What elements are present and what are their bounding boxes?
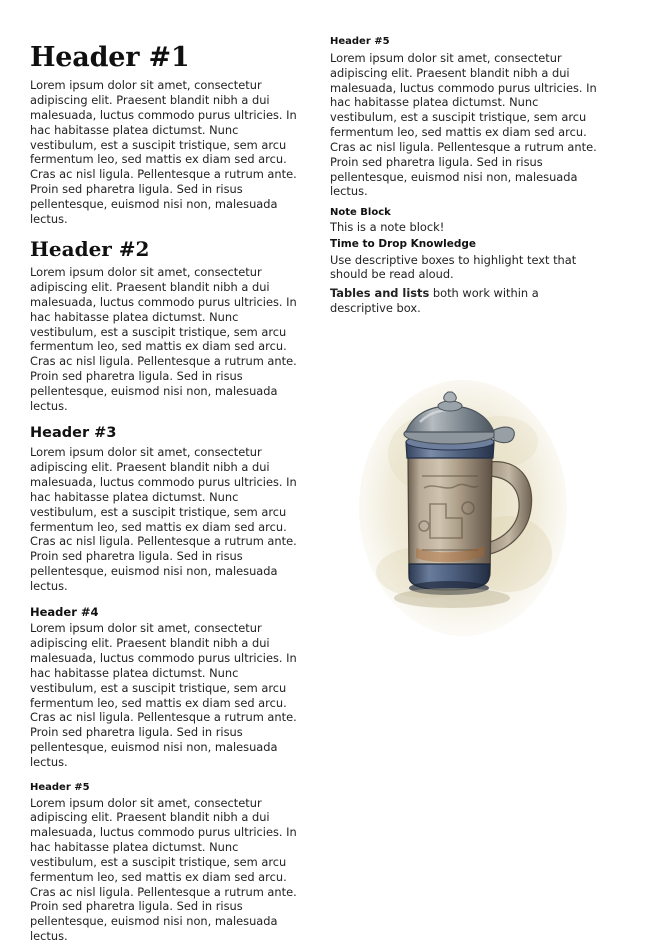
- section-right-header-5: [330, 36, 602, 199]
- body-text-1: Lorem ipsum dolor sit amet, consectetur adipiscing elit. Praesent blandit nibh a dui malesuada, luctus commodo purus ultricies. In hac habitasse platea dictumst. Nunc vestibulum, est a suscipit tristique, sem arcu fermentum leo, sed mattis ex diam sed arcu. Cras ac nisl ligula. Pellentesque a rutrum ante. Proin sed pharetra ligula. Sed in risus pellentesque, euismod nisi non, malesuada lectus.: [30, 78, 297, 226]
- descriptive-box-lead: Tables and lists: [330, 286, 430, 301]
- descriptive-box-text: Use descriptive boxes to highlight text that should be read aloud.: [330, 252, 577, 282]
- body-text-5: Lorem ipsum dolor sit amet, consectetur adipiscing elit. Praesent blandit nibh a dui malesuada, luctus commodo purus ultricies. In hac habitasse platea dictumst. Nunc vestibulum, est a suscipit tristique, sem arcu fermentum leo, sed mattis ex diam sed arcu. Cras ac nisl ligula. Pellentesque a rutrum ante. Proin sed pharetra ligula. Sed in risus pellentesque, euismod nisi non, malesuada lectus.: [30, 795, 297, 944]
- section-header-4: [30, 606, 302, 770]
- descriptive-box-tables-lists: [330, 286, 602, 316]
- stein-lid-finial: [444, 392, 457, 402]
- section-header-3: [30, 426, 302, 594]
- heading-level-5-right: Header #5: [330, 36, 390, 47]
- descriptive-box-trailing: both work within a descriptive box.: [330, 286, 539, 316]
- beer-stein-illustration: [330, 358, 602, 658]
- section-header-2: [30, 236, 302, 414]
- beer-stein-illustration-svg: [330, 358, 602, 658]
- section-header-1: [30, 44, 302, 227]
- body-text-2: Lorem ipsum dolor sit amet, consectetur adipiscing elit. Praesent blandit nibh a dui malesuada, luctus commodo purus ultricies. In hac habitasse platea dictumst. Nunc vestibulum, est a suscipit tristique, sem arcu fermentum leo, sed mattis ex diam sed arcu. Cras ac nisl ligula. Pellentesque a rutrum ante. Proin sed pharetra ligula. Sed in risus pellentesque, euismod nisi non, malesuada lectus.: [30, 265, 297, 413]
- section-header-5: [30, 782, 302, 944]
- body-text-4: Lorem ipsum dolor sit amet, consectetur adipiscing elit. Praesent blandit nibh a dui malesuada, luctus commodo purus ultricies. In hac habitasse platea dictumst. Nunc vestibulum, est a suscipit tristique, sem arcu fermentum leo, sed mattis ex diam sed arcu. Cras ac nisl ligula. Pellentesque a rutrum ante. Proin sed pharetra ligula. Sed in risus pellentesque, euismod nisi non, malesuada lectus.: [30, 621, 297, 769]
- note-block: [330, 207, 602, 235]
- heading-level-2: Header #2: [30, 236, 150, 261]
- heading-level-1: Header #1: [30, 42, 190, 73]
- body-text-right: Lorem ipsum dolor sit amet, consectetur adipiscing elit. Praesent blandit nibh a dui malesuada, luctus commodo purus ultricies. In hac habitasse platea dictumst. Nunc vestibulum, est a suscipit tristique, sem arcu fermentum leo, sed mattis ex diam sed arcu. Cras ac nisl ligula. Pellentesque a rutrum ante. Proin sed pharetra ligula. Sed in risus pellentesque, euismod nisi non, malesuada lectus.: [330, 51, 597, 199]
- note-block-text: This is a note block!: [330, 220, 445, 235]
- descriptive-box: [330, 239, 602, 316]
- left-column: [30, 36, 302, 946]
- two-column-layout: [30, 36, 622, 946]
- descriptive-box-title: Time to Drop Knowledge: [330, 238, 477, 251]
- heading-level-3: Header #3: [30, 424, 117, 441]
- body-text-3: Lorem ipsum dolor sit amet, consectetur adipiscing elit. Praesent blandit nibh a dui malesuada, luctus commodo purus ultricies. In hac habitasse platea dictumst. Nunc vestibulum, est a suscipit tristique, sem arcu fermentum leo, sed mattis ex diam sed arcu. Cras ac nisl ligula. Pellentesque a rutrum ante. Proin sed pharetra ligula. Sed in risus pellentesque, euismod nisi non, malesuada lectus.: [30, 445, 297, 593]
- note-block-title: Note Block: [330, 207, 391, 219]
- heading-level-5: Header #5: [30, 781, 90, 793]
- right-column: [330, 36, 602, 658]
- stein-thumb-lever: [494, 427, 514, 443]
- heading-level-4: Header #4: [30, 604, 99, 619]
